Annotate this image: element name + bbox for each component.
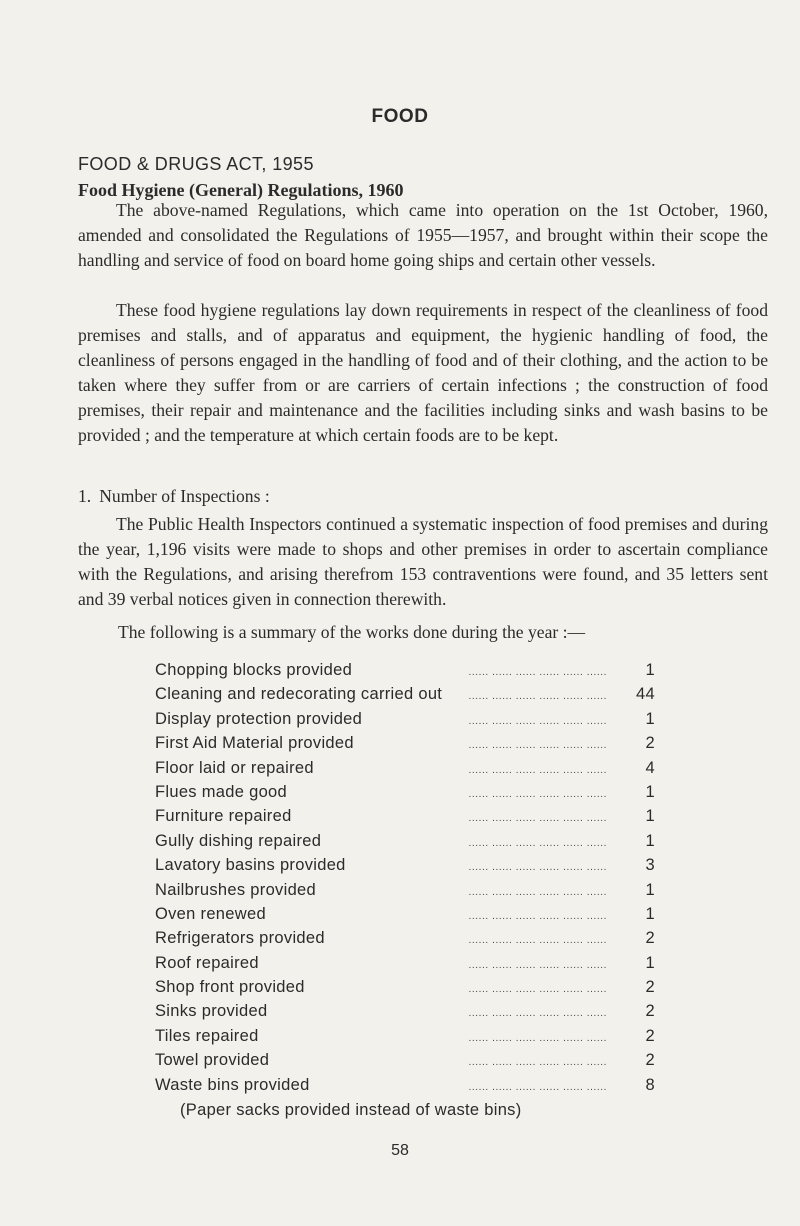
works-label: Flues made good (155, 782, 287, 801)
works-note: (Paper sacks provided instead of waste bins) (180, 1101, 522, 1119)
works-row (155, 685, 655, 709)
page-number: 58 (391, 1142, 409, 1159)
works-label: Waste bins provided (155, 1075, 310, 1094)
leader-dots: ...... ...... ...... ...... ...... ...... (468, 886, 607, 898)
works-row (155, 1051, 655, 1075)
works-row (155, 929, 655, 953)
works-count: 3 (645, 856, 655, 875)
leader-dots: ...... ...... ...... ...... ...... ...... (468, 837, 607, 849)
works-label: Display protection provided (155, 709, 363, 728)
works-label: Chopping blocks provided (155, 661, 353, 679)
works-label: Lavatory basins provided (155, 856, 346, 875)
works-label: Gully dishing repaired (155, 831, 322, 850)
works-label: Towel provided (155, 1051, 270, 1070)
works-label: Tiles repaired (155, 1026, 259, 1045)
section-title: Number of Inspections : (99, 486, 270, 506)
works-count: 1 (645, 782, 655, 801)
leader-dots: ...... ...... ...... ...... ...... ...... (468, 764, 607, 776)
regulations-heading: Food Hygiene (General) Regulations, 1960 (78, 180, 404, 200)
works-row (155, 856, 655, 880)
works-label: Cleaning and redecorating carried out (155, 685, 443, 704)
works-count: 4 (645, 758, 655, 777)
works-count: 1 (645, 661, 655, 679)
works-count: 2 (645, 1002, 655, 1021)
leader-dots: ...... ...... ...... ...... ...... ...... (468, 715, 607, 727)
works-row (155, 832, 655, 856)
section-heading (78, 486, 270, 507)
works-row (155, 1027, 655, 1051)
works-row (155, 978, 655, 1002)
leader-dots: ...... ...... ...... ...... ...... ...... (468, 667, 607, 678)
works-row (155, 661, 655, 685)
works-count: 1 (645, 953, 655, 972)
summary-intro: The following is a summary of the works done during the year :— (118, 622, 586, 642)
leader-dots: ...... ...... ...... ...... ...... ...... (468, 1057, 607, 1069)
works-row (155, 881, 655, 905)
leader-dots: ...... ...... ...... ...... ...... ...... (468, 813, 607, 825)
leader-dots: ...... ...... ...... ...... ...... ...... (468, 935, 607, 947)
leader-dots: ...... ...... ...... ...... ...... ...... (468, 1081, 607, 1093)
leader-dots: ...... ...... ...... ...... ...... ...... (468, 1032, 607, 1044)
works-count: 1 (645, 880, 655, 899)
works-label: Oven renewed (155, 904, 266, 923)
works-count: 1 (645, 709, 655, 728)
requirements-paragraph: These food hygiene regulations lay down requirements in respect of the cleanliness of food premises and stalls, and of apparatus and equipment, the hygienic handling of food, the cleanliness of persons engaged in the handling of food and of their clothing, and the action to be taken where they suffer from or are carriers of certain infections ; the construction of food premises, their repair and maintenance and the facilities including sinks and wash basins to be provided ; and the temperature at which certain foods are to be kept. (78, 300, 768, 445)
works-row (155, 783, 655, 807)
works-row (155, 954, 655, 978)
works-label: Refrigerators provided (155, 929, 325, 948)
page-title: FOOD (371, 106, 429, 127)
intro-paragraph: The above-named Regulations, which came into operation on the 1st October, 1960, amended and consolidated the Regulations of 1955—1957, and brought within their scope the handling and service of food on board home going ships and certain other vessels. (78, 200, 768, 270)
leader-dots: ...... ...... ...... ...... ...... ...... (468, 691, 607, 703)
works-label: Furniture repaired (155, 807, 292, 826)
works-row (155, 1002, 655, 1026)
works-row (155, 807, 655, 831)
works-label: Sinks provided (155, 1002, 268, 1021)
works-label: Roof repaired (155, 953, 259, 972)
works-label: Shop front provided (155, 978, 305, 997)
works-row (155, 710, 655, 734)
works-row (155, 759, 655, 783)
works-count: 8 (645, 1075, 655, 1094)
works-count: 1 (645, 904, 655, 923)
leader-dots: ...... ...... ...... ...... ...... ...... (468, 959, 607, 971)
inspections-paragraph: The Public Health Inspectors continued a systematic inspection of food premises and during the year, 1,196 visits were made to shops and other premises in order to ascertain compliance with the Regulations, and arising therefrom 153 contraventions were found, and 35 letters sent and 39 verbal notices given in connection therewith. (78, 514, 768, 609)
section-number: 1. (78, 486, 92, 506)
works-row (155, 905, 655, 929)
leader-dots: ...... ...... ...... ...... ...... ...... (468, 862, 607, 874)
leader-dots: ...... ...... ...... ...... ...... ...... (468, 984, 607, 996)
works-count: 2 (645, 1051, 655, 1070)
works-count: 2 (645, 1026, 655, 1045)
works-count: 1 (645, 831, 655, 850)
leader-dots: ...... ...... ...... ...... ...... ...... (468, 740, 607, 752)
works-count: 44 (636, 685, 655, 704)
works-count: 2 (645, 978, 655, 997)
leader-dots: ...... ...... ...... ...... ...... ...... (468, 910, 607, 922)
works-count: 1 (645, 807, 655, 826)
works-list (155, 661, 655, 1100)
works-row (155, 734, 655, 758)
works-count: 2 (645, 929, 655, 948)
works-label: First Aid Material provided (155, 734, 354, 753)
works-row (155, 1076, 655, 1100)
works-label: Floor laid or repaired (155, 758, 314, 777)
works-count: 2 (645, 734, 655, 753)
leader-dots: ...... ...... ...... ...... ...... ...... (468, 788, 607, 800)
works-label: Nailbrushes provided (155, 880, 317, 899)
act-heading: FOOD & DRUGS ACT, 1955 (78, 154, 314, 174)
leader-dots: ...... ...... ...... ...... ...... ...... (468, 1008, 607, 1020)
